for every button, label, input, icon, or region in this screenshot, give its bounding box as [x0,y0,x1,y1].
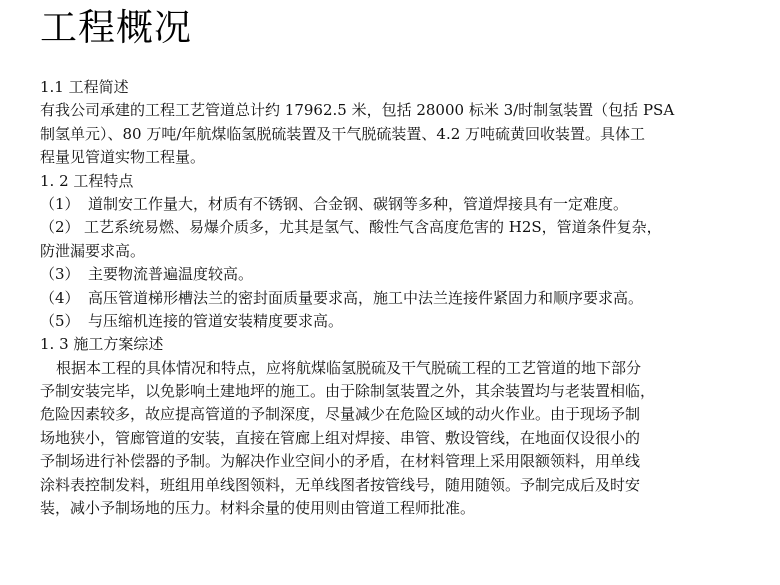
section-heading-overview: 1.1 工程简述 [40,78,129,96]
feature-item [40,310,740,333]
plan-line: 装，减小予制场地的压力。材料余量的使用则由管道工程师批准。 [40,499,476,518]
plan-line: 涂料表控制发料，班组用单线图领料，无单线图者按管线号，随用随领。予制完成后及时安 [40,475,641,494]
feature-item-continuation: 防泄漏要求高。 [40,241,146,260]
feature-item-number: （4） [40,288,80,307]
overview-line: 制氢单元）、80 万吨/年航煤临氢脱硫装置及干气脱硫装置、4.2 万吨硫黄回收装置。具体工 [40,124,646,143]
feature-item [40,263,740,286]
section-heading-features: 1. 2 工程特点 [40,171,134,190]
feature-item-text: 工艺系统易燃、易爆介质多，尤其是氢气、酸性气含高度危害的 H2S，管道条件复杂， [84,218,662,237]
plan-line: 予制安装完毕，以免影响土建地坪的施工。由于除制氢装置之外，其余装置均与老装置相临， [40,382,656,401]
overview-line: 有我公司承建的工程工艺管道总计约 17962.5 米，包括 28000 标米 3/时制氢装置（包括 PSA [40,101,675,120]
page-title: 工程概况 [40,6,192,49]
feature-item [40,193,740,216]
feature-item-text: 道制安工作量大，材质有不锈钢、合金钢、碳钢等多种，管道焊接具有一定难度。 [88,194,629,213]
section-heading-plan: 1. 3 施工方案综述 [40,335,164,354]
plan-line: 危险因素较多，故应提高管道的予制深度，尽量减少在危险区域的动火作业。由于现场予制 [40,405,641,424]
feature-item-text: 主要物流普遍温度较高。 [88,265,254,284]
plan-line: 予制场进行补偿器的予制。为解决作业空间小的矛盾，在材料管理上采用限额领料，用单线 [40,452,641,471]
feature-item-number: （5） [40,311,80,330]
feature-item-text: 与压缩机连接的管道安装精度要求高。 [88,311,344,330]
overview-line: 程量见管道实物工程量。 [40,148,206,167]
feature-item [40,287,740,310]
feature-item [40,216,740,239]
feature-item-text: 高压管道梯形槽法兰的密封面质量要求高，施工中法兰连接件紧固力和顺序要求高。 [88,288,644,307]
feature-item-number: （2） [40,218,80,237]
document-body [40,76,740,520]
feature-item-number: （3） [40,265,80,284]
feature-item-number: （1） [40,194,80,213]
plan-line: 根据本工程的具体情况和特点，应将航煤临氢脱硫及干气脱硫工程的工艺管道的地下部分 [56,358,642,377]
plan-line: 场地狭小，管廊管道的安装，直接在管廊上组对焊接、串管、敷设管线，在地面仅设很小的 [40,428,641,447]
